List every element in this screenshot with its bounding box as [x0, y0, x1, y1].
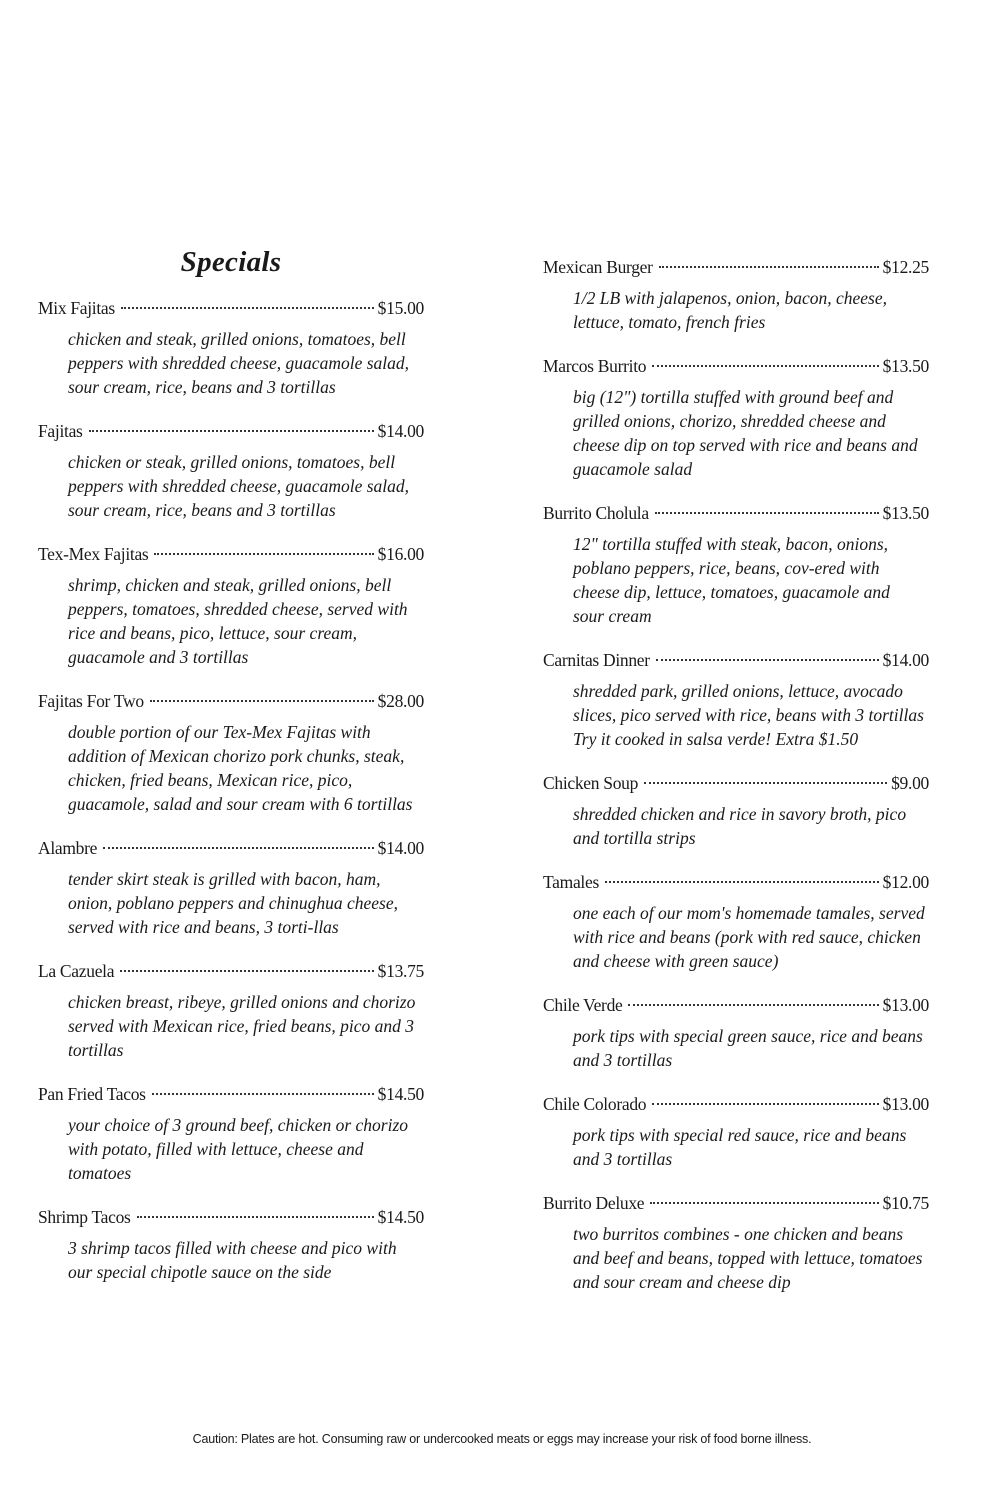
menu-item: [38, 1206, 424, 1284]
menu-item: [38, 690, 424, 816]
menu-item: [543, 994, 929, 1072]
menu-item: [38, 297, 424, 399]
menu-item-name: Chile Verde: [543, 995, 623, 1015]
menu-item-description: chicken and steak, grilled onions, tomatoes, bell peppers with shredded cheese, guacamole salad, sour cream, rice, beans and 3 tortillas: [68, 329, 410, 397]
menu-item: [38, 837, 424, 939]
menu-item-description-block: [573, 802, 925, 850]
menu-item-header: [543, 772, 929, 794]
menu-item: [543, 649, 929, 751]
dot-leader: [656, 658, 879, 661]
left-item-list: [38, 297, 424, 1284]
menu-item-description-block: [68, 990, 420, 1062]
menu-item-description: 3 shrimp tacos filled with cheese and pico with our special chipotle sauce on the side: [68, 1238, 397, 1282]
menu-item-price: $13.00: [882, 1094, 929, 1114]
menu-item-name: Tex-Mex Fajitas: [38, 544, 149, 564]
menu-item-header: [543, 871, 929, 893]
menu-item-name: Mexican Burger: [543, 257, 653, 277]
menu-item-price: $14.50: [377, 1084, 424, 1104]
menu-item-description-block: [573, 1024, 925, 1072]
menu-item: [543, 355, 929, 481]
menu-column-left: [38, 246, 424, 1305]
dot-leader: [644, 781, 887, 784]
menu-item-description: big (12") tortilla stuffed with ground beef and grilled onions, chorizo, shredded cheese and cheese dip on top served with rice and beans and guacamole salad: [573, 387, 918, 479]
menu-item-description-block: [68, 573, 420, 669]
dot-leader: [652, 1102, 878, 1105]
menu-item-name: La Cazuela: [38, 961, 115, 981]
menu-item-description: tender skirt steak is grilled with bacon, ham, onion, poblano peppers and chinughua cheese, served with rice and beans, 3 torti-llas: [68, 869, 399, 937]
menu-item-header: [543, 1093, 929, 1115]
menu-item-description-block: [573, 679, 925, 751]
menu-item-price: $14.00: [377, 838, 424, 858]
menu-item-name: Fajitas: [38, 421, 83, 441]
menu-item-description-block: [68, 450, 420, 522]
menu-item-description-block: [68, 1236, 420, 1284]
menu-item-header: [38, 837, 424, 859]
menu-item-header: [38, 543, 424, 565]
dot-leader: [652, 364, 878, 367]
menu-item-price: $16.00: [377, 544, 424, 564]
menu-item-description: double portion of our Tex-Mex Fajitas with addition of Mexican chorizo pork chunks, steak, chicken, fried beans, Mexican rice, pico, guacamole, salad and sour cream with 6 tortillas: [68, 722, 413, 814]
menu-item-description-block: [573, 1222, 925, 1294]
menu-item-description: pork tips with special red sauce, rice and beans and 3 tortillas: [573, 1125, 907, 1169]
menu-item-name: Alambre: [38, 838, 98, 858]
menu-item-header: [38, 420, 424, 442]
menu-item-description-block: [68, 867, 420, 939]
menu-item: [38, 543, 424, 669]
menu-item-description-block: [573, 286, 925, 334]
menu-item-name: Shrimp Tacos: [38, 1207, 131, 1227]
menu-item-name: Burrito Cholula: [543, 503, 649, 523]
dot-leader: [659, 265, 879, 268]
menu-item-price: $12.00: [882, 872, 929, 892]
dot-leader: [150, 699, 374, 702]
dot-leader: [89, 429, 374, 432]
menu-item: [38, 420, 424, 522]
menu-item-description-block: [573, 901, 925, 973]
menu-item-description: one each of our mom's homemade tamales, served with rice and beans (pork with red sauce, chicken and cheese with green sauce): [573, 903, 925, 971]
menu-item-price: $14.50: [377, 1207, 424, 1227]
dot-leader: [154, 552, 373, 555]
menu-item-description: two burritos combines - one chicken and beans and beef and beans, topped with lettuce, tomatoes and sour cream and cheese dip: [573, 1224, 923, 1292]
menu-item-description-block: [68, 327, 420, 399]
menu-item: [543, 256, 929, 334]
menu-item-header: [543, 994, 929, 1016]
menu-item-description: 12" tortilla stuffed with steak, bacon, onions, poblano peppers, rice, beans, cov-ered with cheese dip, lettuce, tomatoes, guacamole and sour cream: [573, 534, 890, 626]
menu-item-header: [543, 256, 929, 278]
menu-item: [543, 502, 929, 628]
menu-item-header: [38, 960, 424, 982]
menu-item-header: [543, 1192, 929, 1214]
menu-item: [38, 1083, 424, 1185]
dot-leader: [655, 511, 879, 514]
menu-item: [543, 871, 929, 973]
menu-item: [543, 1192, 929, 1294]
menu-item-description: shredded park, grilled onions, lettuce, avocado slices, pico served with rice, beans with 3 tortillas: [573, 681, 924, 725]
dot-leader: [137, 1215, 374, 1218]
menu-item-price: $14.00: [882, 650, 929, 670]
menu-item-description-block: [68, 1113, 420, 1185]
dot-leader: [120, 969, 373, 972]
menu-item-price: $12.25: [882, 257, 929, 277]
menu-item-name: Fajitas For Two: [38, 691, 144, 711]
menu-item-price: $14.00: [377, 421, 424, 441]
dot-leader: [152, 1092, 374, 1095]
menu-item-name: Tamales: [543, 872, 599, 892]
menu-item-name: Mix Fajitas: [38, 298, 115, 318]
menu-item-name: Marcos Burrito: [543, 356, 647, 376]
menu-item-header: [543, 355, 929, 377]
menu-item-name: Chile Colorado: [543, 1094, 647, 1114]
menu-item-name: Burrito Deluxe: [543, 1193, 645, 1213]
menu-item-header: [543, 502, 929, 524]
menu-item-price: $10.75: [882, 1193, 929, 1213]
menu-item-header: [38, 1206, 424, 1228]
dot-leader: [628, 1003, 878, 1006]
caution-footer: Caution: Plates are hot. Consuming raw or undercooked meats or eggs may increase your risk of food borne illness.: [192, 1432, 812, 1446]
right-item-list: [543, 256, 929, 1294]
menu-item-description: your choice of 3 ground beef, chicken or chorizo with potato, filled with lettuce, cheese and tomatoes: [68, 1115, 409, 1183]
menu-item-price: $15.00: [377, 298, 424, 318]
menu-item-note: Try it cooked in salsa verde! Extra $1.50: [573, 729, 859, 749]
menu-item-header: [38, 1083, 424, 1105]
menu-item-price: $13.00: [882, 995, 929, 1015]
menu-column-right: [543, 256, 929, 1315]
menu-item-description: shrimp, chicken and steak, grilled onions, bell peppers, tomatoes, shredded cheese, served with rice and beans, pico, lettuce, sour cream, guacamole and 3 tortillas: [68, 575, 408, 667]
menu-item-description: shredded chicken and rice in savory broth, pico and tortilla strips: [573, 804, 907, 848]
menu-item: [543, 1093, 929, 1171]
menu-item-name: Pan Fried Tacos: [38, 1084, 146, 1104]
menu-item-price: $13.50: [882, 356, 929, 376]
menu-item-price: $9.00: [891, 773, 929, 793]
menu-item-name: Chicken Soup: [543, 773, 639, 793]
menu-item-description-block: [68, 720, 420, 816]
menu-item-description-block: [573, 1123, 925, 1171]
menu-item-description: chicken or steak, grilled onions, tomatoes, bell peppers with shredded cheese, guacamole salad, sour cream, rice, beans and 3 tortillas: [68, 452, 410, 520]
section-title: Specials: [180, 246, 282, 278]
menu-item-header: [38, 297, 424, 319]
dot-leader: [650, 1201, 878, 1204]
menu-item-price: $13.50: [882, 503, 929, 523]
menu-item: [38, 960, 424, 1062]
menu-item-description: chicken breast, ribeye, grilled onions and chorizo served with Mexican rice, fried beans, pico and 3 tortillas: [68, 992, 416, 1060]
dot-leader: [121, 306, 374, 309]
menu-item-header: [543, 649, 929, 671]
menu-item-header: [38, 690, 424, 712]
menu-item-description-block: [573, 385, 925, 481]
dot-leader: [605, 880, 879, 883]
menu-item: [543, 772, 929, 850]
dot-leader: [103, 846, 374, 849]
menu-item-description: pork tips with special green sauce, rice and beans and 3 tortillas: [573, 1026, 923, 1070]
menu-item-description: 1/2 LB with jalapenos, onion, bacon, cheese, lettuce, tomato, french fries: [573, 288, 887, 332]
menu-item-description-block: [573, 532, 925, 628]
menu-item-price: $13.75: [377, 961, 424, 981]
menu-item-name: Carnitas Dinner: [543, 650, 650, 670]
menu-item-price: $28.00: [377, 691, 424, 711]
